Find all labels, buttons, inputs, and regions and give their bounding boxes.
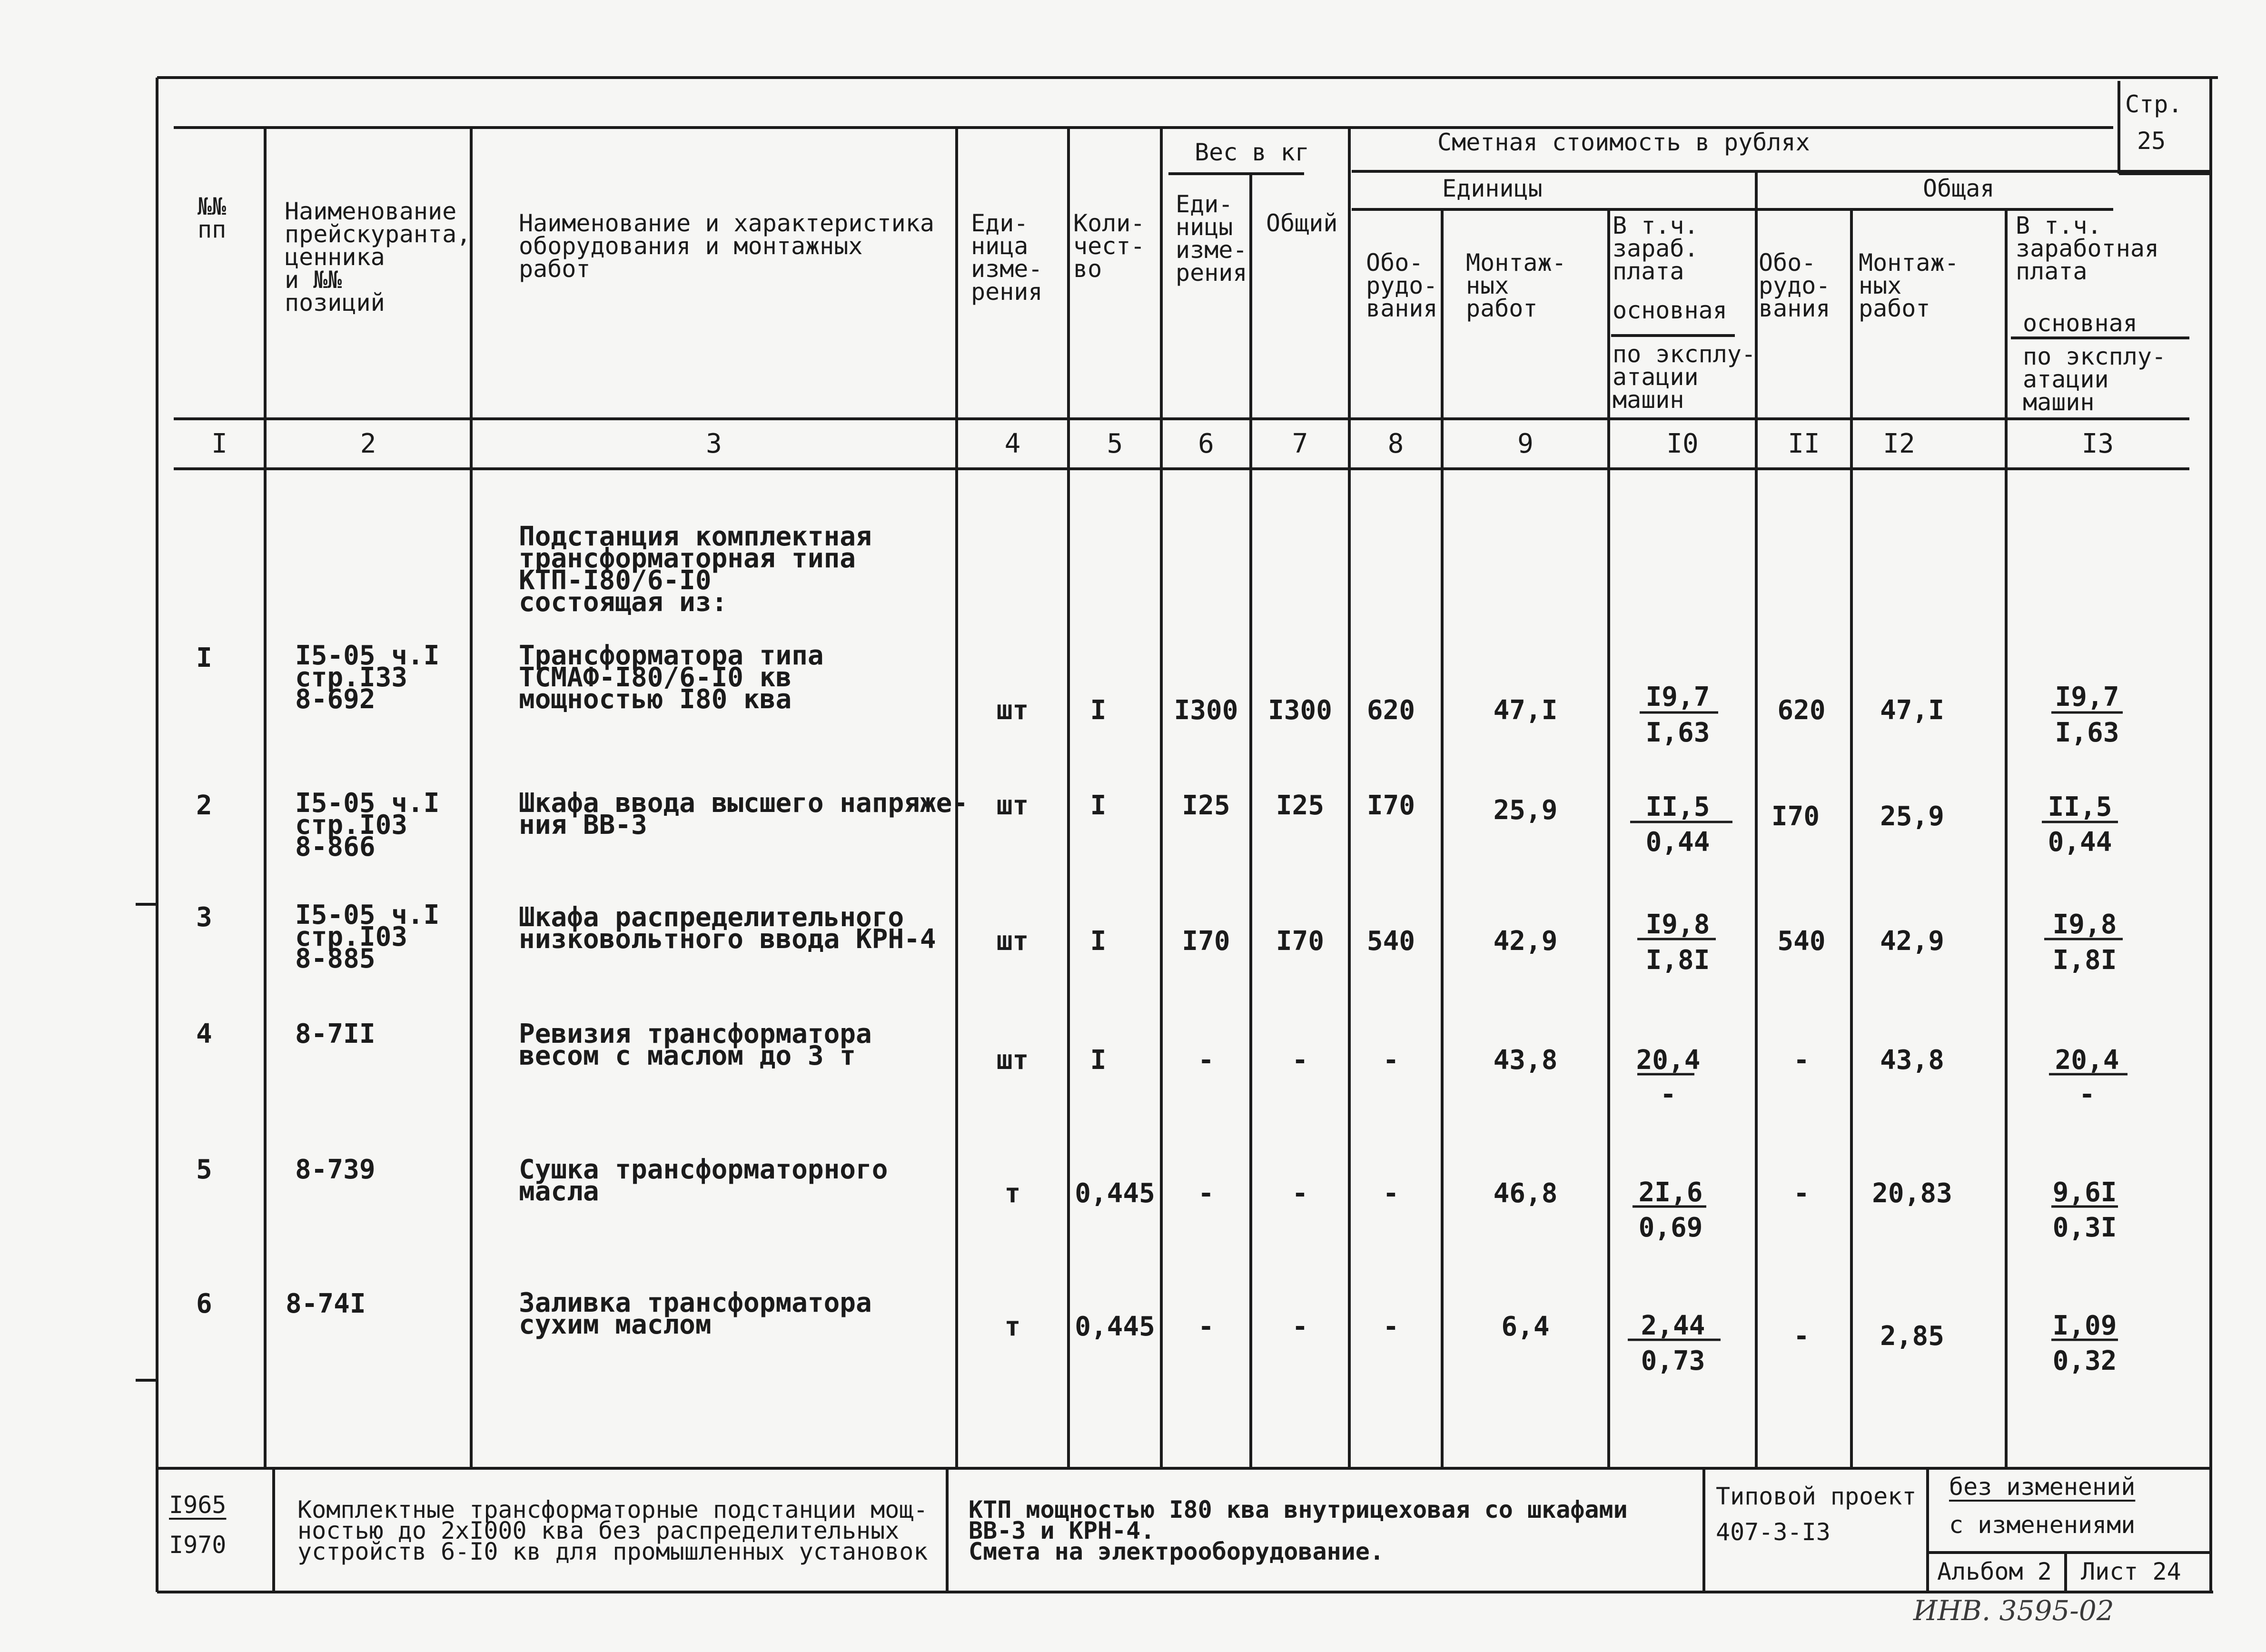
header-col13-top: В т.ч. заработная плата xyxy=(2016,212,2159,285)
row-num: 2 xyxy=(196,790,212,821)
col-number: 7 xyxy=(1292,428,1308,459)
row-qty: I xyxy=(1090,1045,1107,1076)
row-total-equipment: 620 xyxy=(1777,695,1826,726)
row-unit-equipment: - xyxy=(1383,1045,1399,1076)
row-name: Заливка трансформатора сухим маслом xyxy=(519,1287,872,1340)
footer-year-end: I970 xyxy=(169,1531,227,1559)
row-name: Шкафа ввода высшего напряже- ния ВВ-3 xyxy=(519,788,969,841)
row-weight-total: - xyxy=(1292,1311,1308,1342)
row-name: Трансформатора типа ТСМАФ-I80/6-I0 кв мощностью I80 ква xyxy=(519,640,824,715)
row-weight-total: I300 xyxy=(1268,695,1332,726)
header-col8: Обо- рудо- вания xyxy=(1366,249,1438,322)
footer-no-changes: без изменений xyxy=(1949,1473,2136,1501)
header-col2: Наименование прейскуранта, ценника и №№ позиций xyxy=(285,198,471,317)
row-unit-wage-basic: 2I,6 xyxy=(1638,1177,1703,1208)
row-total-wage-basic: 9,6I xyxy=(2052,1177,2117,1208)
row-num: 4 xyxy=(196,1019,212,1049)
header-col10-top: В т.ч. зараб. плата xyxy=(1613,212,1699,285)
row-price-ref: 8-739 xyxy=(295,1154,376,1185)
col-number: 6 xyxy=(1198,428,1214,459)
row-qty: 0,445 xyxy=(1075,1178,1155,1209)
col-number: I0 xyxy=(1666,428,1699,459)
row-qty: I xyxy=(1090,926,1107,957)
row-num: 6 xyxy=(196,1288,212,1319)
page-label: Стр. xyxy=(2125,90,2183,118)
inventory-number: ИНВ. 3595-02 xyxy=(1913,1594,2114,1627)
col-number: 3 xyxy=(706,428,722,459)
row-unit-equipment: I70 xyxy=(1366,790,1415,821)
row-total-mounting: 2,85 xyxy=(1880,1321,1944,1352)
row-total-mounting: 25,9 xyxy=(1880,801,1944,832)
header-col1: №№ пп xyxy=(198,193,227,243)
row-weight-unit: I25 xyxy=(1182,790,1230,821)
row-unit-wage-machines: - xyxy=(1660,1079,1676,1110)
row-weight-unit: I70 xyxy=(1182,926,1230,957)
row-num: 5 xyxy=(196,1154,212,1185)
row-name: Ревизия трансформатора весом с маслом до 3 т xyxy=(519,1019,872,1071)
row-price-ref: 8-7II xyxy=(295,1019,376,1049)
row-unit: т xyxy=(1004,1311,1021,1342)
row-total-wage-machines: - xyxy=(2079,1079,2095,1110)
row-total-equipment: - xyxy=(1793,1178,1810,1209)
row-unit-mounting: 47,I xyxy=(1493,695,1558,726)
row-name: Шкафа распределительного низковольтного ввода КРН-4 xyxy=(519,902,936,955)
col-number: I xyxy=(211,428,228,459)
row-unit-wage-basic: I9,7 xyxy=(1645,682,1710,712)
row-unit-wage-basic: II,5 xyxy=(1645,791,1710,822)
header-cost-group: Сметная стоимость в рублях xyxy=(1437,129,1810,156)
footer-album: Альбом 2 xyxy=(1937,1558,2052,1585)
row-name: Сушка трансформаторного масла xyxy=(519,1154,888,1207)
section-title: Подстанция комплектная трансформаторная типа КТП-I80/6-I0 состоящая из: xyxy=(519,521,872,618)
row-unit: шт xyxy=(996,790,1029,821)
row-total-mounting: 47,I xyxy=(1880,695,1944,726)
footer-description: Комплектные трансформаторные подстанции мощ- ностью до 2хI000 ква без распределительных устройств 6-I0 кв для промышленных установок xyxy=(297,1496,928,1565)
header-col5: Коли- чест- во xyxy=(1073,209,1145,283)
row-price-ref: I5-05 ч.I стр.I03 8-885 xyxy=(295,900,440,974)
row-unit-wage-machines: 0,44 xyxy=(1645,827,1710,858)
row-unit-wage-basic: I9,8 xyxy=(1645,909,1710,940)
footer-project-number: 407-3-I3 xyxy=(1716,1518,1831,1546)
row-unit-wage-basic: 2,44 xyxy=(1641,1310,1705,1341)
row-total-equipment: - xyxy=(1793,1045,1810,1076)
header-col4: Еди- ница изме- рения xyxy=(971,209,1043,306)
row-unit: т xyxy=(1004,1178,1021,1209)
row-total-wage-machines: I,8I xyxy=(2052,945,2117,976)
row-unit-wage-machines: I,63 xyxy=(1645,717,1710,748)
col-number: 2 xyxy=(360,428,376,459)
row-total-wage-basic: 20,4 xyxy=(2055,1045,2119,1076)
row-unit-mounting: 25,9 xyxy=(1493,795,1558,826)
row-total-wage-machines: 0,3I xyxy=(2052,1212,2117,1243)
header-col13-exp: по эксплу- атации машин xyxy=(2023,343,2167,416)
row-weight-unit: - xyxy=(1198,1045,1214,1076)
row-unit-equipment: - xyxy=(1383,1178,1399,1209)
row-total-mounting: 43,8 xyxy=(1880,1045,1944,1076)
row-total-wage-basic: I9,8 xyxy=(2052,909,2117,940)
row-unit-mounting: 46,8 xyxy=(1493,1178,1558,1209)
header-unit-group: Единицы xyxy=(1442,175,1543,202)
header-col6: Еди- ницы изме- рения xyxy=(1176,190,1247,287)
row-weight-unit: I300 xyxy=(1174,695,1238,726)
header-col3: Наименование и характеристика оборудования и монтажных работ xyxy=(519,209,934,283)
row-num: I xyxy=(196,643,212,673)
col-number: 8 xyxy=(1387,428,1404,459)
header-col12: Монтаж- ных работ xyxy=(1859,249,1959,322)
row-weight-total: - xyxy=(1292,1178,1308,1209)
row-qty: I xyxy=(1090,695,1107,726)
row-unit-equipment: 620 xyxy=(1366,695,1415,726)
header-col11: Обо- рудо- вания xyxy=(1759,249,1831,322)
row-total-wage-machines: 0,32 xyxy=(2052,1345,2117,1376)
row-unit-mounting: 43,8 xyxy=(1493,1045,1558,1076)
page-number: 25 xyxy=(2137,127,2166,155)
row-qty: I xyxy=(1090,790,1107,821)
row-total-wage-machines: 0,44 xyxy=(2048,827,2112,858)
col-number: 5 xyxy=(1107,428,1123,459)
row-total-mounting: 20,83 xyxy=(1872,1178,1952,1209)
row-qty: 0,445 xyxy=(1075,1311,1155,1342)
row-total-wage-basic: I,09 xyxy=(2052,1310,2117,1341)
row-total-wage-machines: I,63 xyxy=(2055,717,2119,748)
row-weight-total: - xyxy=(1292,1045,1308,1076)
row-total-mounting: 42,9 xyxy=(1880,926,1944,957)
footer-project-label: Типовой проект xyxy=(1716,1483,1917,1510)
row-unit-wage-machines: 0,69 xyxy=(1638,1212,1703,1243)
col-number: II xyxy=(1788,428,1820,459)
row-unit-mounting: 6,4 xyxy=(1501,1311,1550,1342)
row-unit-wage-basic: 20,4 xyxy=(1636,1045,1701,1076)
row-unit: шт xyxy=(996,1045,1029,1076)
header-total-group: Общая xyxy=(1923,175,1995,202)
row-weight-total: I25 xyxy=(1276,790,1325,821)
footer-subject: КТП мощностью I80 ква внутрицеховая со шкафами ВВ-3 и КРН-4. Смета на электрооборудование. xyxy=(969,1496,1628,1565)
row-total-equipment: - xyxy=(1793,1321,1810,1352)
row-weight-unit: - xyxy=(1198,1178,1214,1209)
row-price-ref: 8-74I xyxy=(286,1288,366,1319)
col-number: 9 xyxy=(1517,428,1534,459)
col-number: 4 xyxy=(1004,428,1021,459)
header-col13-basic: основная xyxy=(2023,309,2137,337)
row-unit: шт xyxy=(996,695,1029,726)
row-unit-mounting: 42,9 xyxy=(1493,926,1558,957)
row-total-wage-basic: II,5 xyxy=(2048,791,2112,822)
footer-year-start: I965 xyxy=(169,1491,227,1519)
row-unit-wage-machines: I,8I xyxy=(1645,945,1710,976)
footer-with-changes: с изменениями xyxy=(1949,1511,2136,1539)
header-col9: Монтаж- ных работ xyxy=(1466,249,1566,322)
col-number: I2 xyxy=(1883,428,1915,459)
footer-sheet: Лист 24 xyxy=(2081,1558,2181,1585)
row-price-ref: I5-05 ч.I стр.I03 8-866 xyxy=(295,788,440,862)
header-weight-group: Вес в кг xyxy=(1195,138,1309,166)
row-weight-total: I70 xyxy=(1276,926,1325,957)
header-col7: Общий xyxy=(1266,209,1338,237)
row-weight-unit: - xyxy=(1198,1311,1214,1342)
row-price-ref: I5-05 ч.I стр.I33 8-692 xyxy=(295,640,440,715)
row-total-equipment: 540 xyxy=(1777,926,1826,957)
header-col10-basic: основная xyxy=(1613,297,1727,324)
row-num: 3 xyxy=(196,902,212,933)
col-number: I3 xyxy=(2081,428,2114,459)
header-col10-exp: по эксплу- атации машин xyxy=(1613,340,1756,414)
row-unit: шт xyxy=(996,926,1029,957)
row-unit-equipment: - xyxy=(1383,1311,1399,1342)
row-unit-wage-machines: 0,73 xyxy=(1641,1345,1705,1376)
row-unit-equipment: 540 xyxy=(1366,926,1415,957)
row-total-equipment: I70 xyxy=(1771,801,1820,832)
row-total-wage-basic: I9,7 xyxy=(2055,682,2119,712)
